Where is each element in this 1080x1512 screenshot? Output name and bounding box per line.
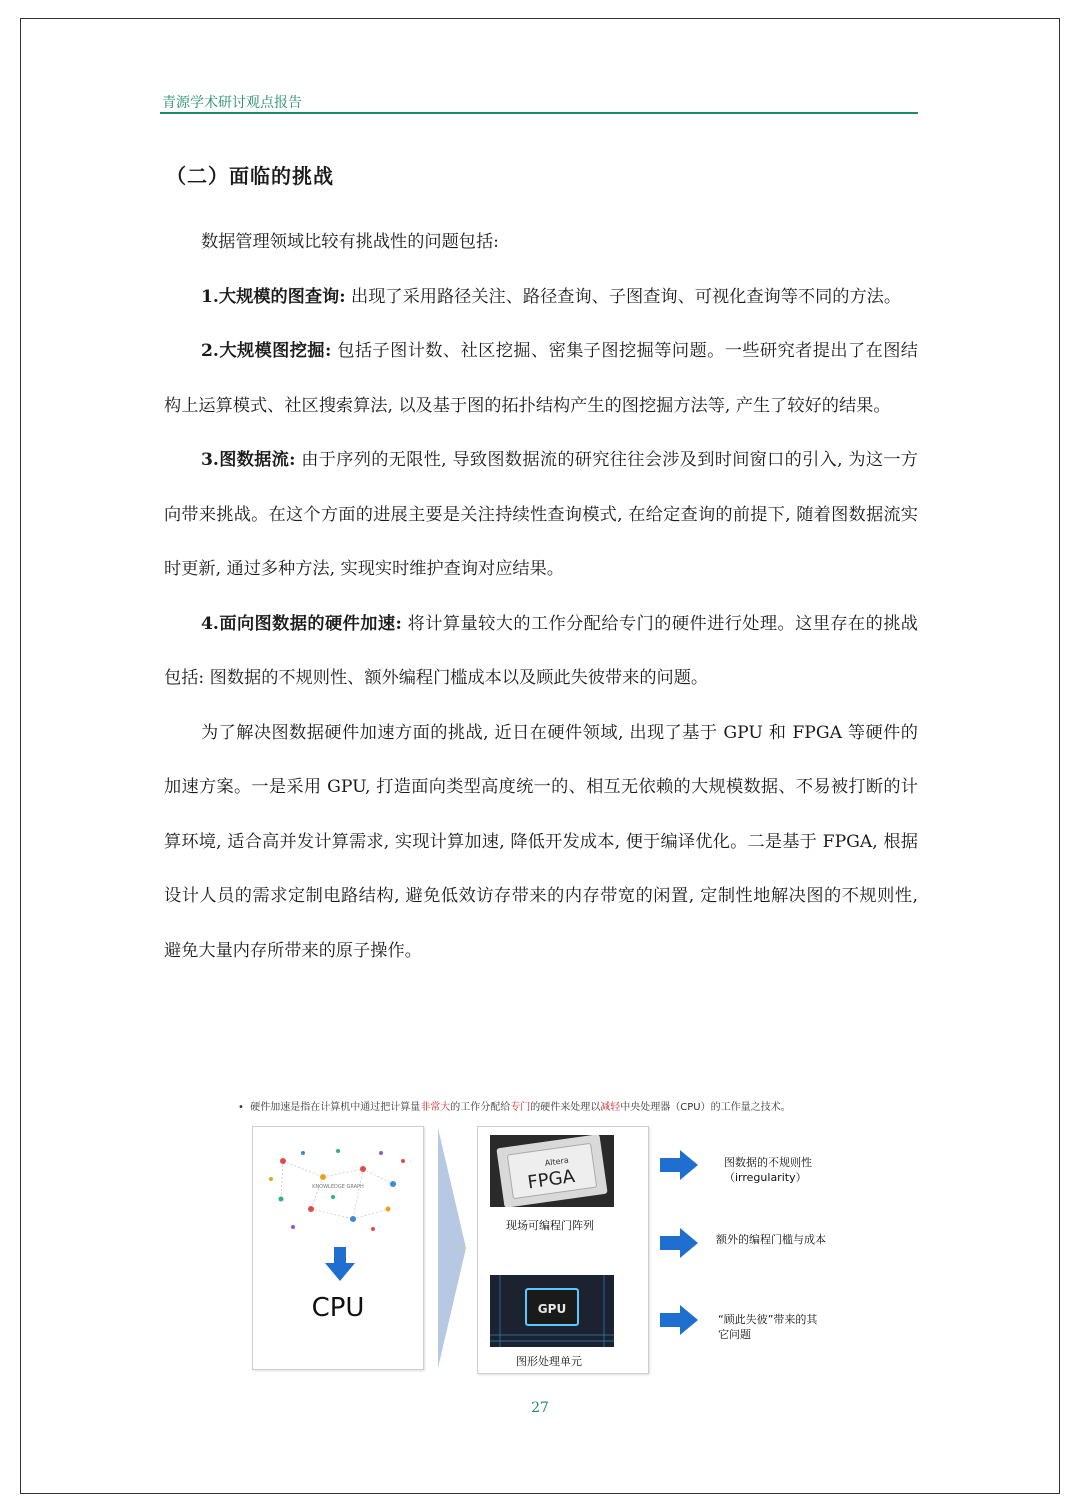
cpu-panel bbox=[252, 1126, 424, 1370]
caption-part-1: 硬件加速是指在计算机中通过把计算量 bbox=[250, 1102, 421, 1113]
paragraph-5: 为了解决图数据硬件加速方面的挑战, 近日在硬件领域, 出现了基于 GPU 和 FPGA 等硬件的加速方案。一是采用 GPU, 打造面向类型高度统一的、相互无依赖的大规模数据、不易被打断的计算环境, 适合高并发计算需求, 实现计算加速, 降低开发成本, 便于编译优化。二是基于 FPGA, 根据设计人员的需求定制电路结构, 避免低效访存带来的内存带宽的闲置, 定制性地解决图的不规则性, 避免大量内存所带来的原子操作。 bbox=[164, 722, 918, 961]
paragraph-3-text: 由于序列的无限性, 导致图数据流的研究往往会涉及到时间窗口的引入, 为这一方向带来挑战。在这个方面的进展主要是关注持续性查询模式, 在给定查询的前提下, 随着图数据流实时更新, 通过多种方法, 实现实时维护查询对应结果。 bbox=[164, 450, 918, 579]
gpu-chip-text: GPU bbox=[537, 1302, 567, 1316]
caption-part-3: 的硬件来处理以 bbox=[530, 1102, 601, 1113]
paragraph-4 bbox=[164, 597, 918, 706]
paragraph-intro: 数据管理领域比较有挑战性的问题包括: bbox=[200, 232, 499, 252]
paragraph-2-text: 包括子图计数、社区挖掘、密集子图挖掘等问题。一些研究者提出了在图结构上运算模式、社区搜索算法, 以及基于图的拓扑结构产生的图挖掘方法等, 产生了较好的结果。 bbox=[164, 341, 918, 416]
fpga-label: 现场可编程门阵列 bbox=[506, 1219, 594, 1232]
fpga-brand-text: Altera bbox=[544, 1155, 570, 1168]
gpu-chip-image bbox=[490, 1275, 614, 1347]
paragraph-3-heading: 3.图数据流: bbox=[200, 450, 296, 470]
arrow-right-icon bbox=[660, 1150, 698, 1180]
paragraph-2-heading: 2.大规模图挖掘: bbox=[200, 341, 332, 361]
issue-tradeoff-line2: 它问题 bbox=[718, 1328, 751, 1341]
report-header: 青源学术研讨观点报告 bbox=[162, 95, 302, 111]
graph-center-label: KNOWLEDGE GRAPH bbox=[312, 1184, 364, 1190]
caption-highlight-3: 减轻 bbox=[600, 1102, 621, 1113]
chevron-right-icon bbox=[438, 1128, 468, 1368]
header-divider bbox=[160, 112, 918, 114]
caption-highlight-2: 专门 bbox=[510, 1102, 531, 1113]
caption-part-2: 的工作分配给 bbox=[450, 1102, 511, 1113]
down-arrow-icon bbox=[325, 1247, 355, 1281]
paragraph-4-heading: 4.面向图数据的硬件加速: bbox=[200, 613, 402, 634]
issue-programming-cost-line1: 额外的编程门槛与成本 bbox=[716, 1233, 826, 1246]
paragraph-1 bbox=[164, 270, 918, 325]
fpga-chip-text: FPGA bbox=[526, 1165, 577, 1194]
issue-irregularity-line1: 图数据的不规则性 bbox=[724, 1156, 812, 1169]
fpga-chip-image bbox=[490, 1135, 614, 1207]
body-text bbox=[164, 215, 918, 978]
page-number: 27 bbox=[531, 1400, 549, 1416]
cpu-label: CPU bbox=[311, 1293, 365, 1323]
paragraph-1-heading: 1.大规模的图查询: bbox=[200, 286, 346, 307]
paragraph-4-text: 将计算量较大的工作分配给专门的硬件进行处理。这里存在的挑战包括: 图数据的不规则性、额外编程门槛成本以及顾此失彼带来的问题。 bbox=[164, 613, 918, 688]
issue-irregularity bbox=[724, 1155, 812, 1185]
section-title: （二）面临的挑战 bbox=[166, 164, 334, 188]
issue-tradeoff bbox=[718, 1312, 817, 1342]
gpu-label: 图形处理单元 bbox=[516, 1355, 582, 1368]
caption-bullet: • bbox=[238, 1102, 244, 1113]
paragraph-1-text: 出现了采用路径关注、路径查询、子图查询、可视化查询等不同的方法。 bbox=[345, 286, 902, 307]
hardware-panel bbox=[477, 1126, 649, 1374]
figure-caption bbox=[238, 1098, 878, 1113]
issue-tradeoff-line1: “顾此失彼”带来的其 bbox=[718, 1313, 818, 1326]
issue-irregularity-line2: （irregularity） bbox=[724, 1171, 807, 1184]
arrow-right-icon bbox=[660, 1305, 698, 1335]
caption-part-4: 中央处理器（CPU）的工作量之技术。 bbox=[620, 1102, 791, 1113]
knowledge-graph-illustration bbox=[263, 1139, 413, 1239]
paragraph-3 bbox=[164, 433, 918, 597]
caption-highlight-1: 非常大 bbox=[420, 1102, 451, 1113]
issue-programming-cost bbox=[716, 1232, 826, 1247]
arrow-right-icon bbox=[660, 1228, 698, 1258]
paragraph-2 bbox=[164, 324, 918, 433]
